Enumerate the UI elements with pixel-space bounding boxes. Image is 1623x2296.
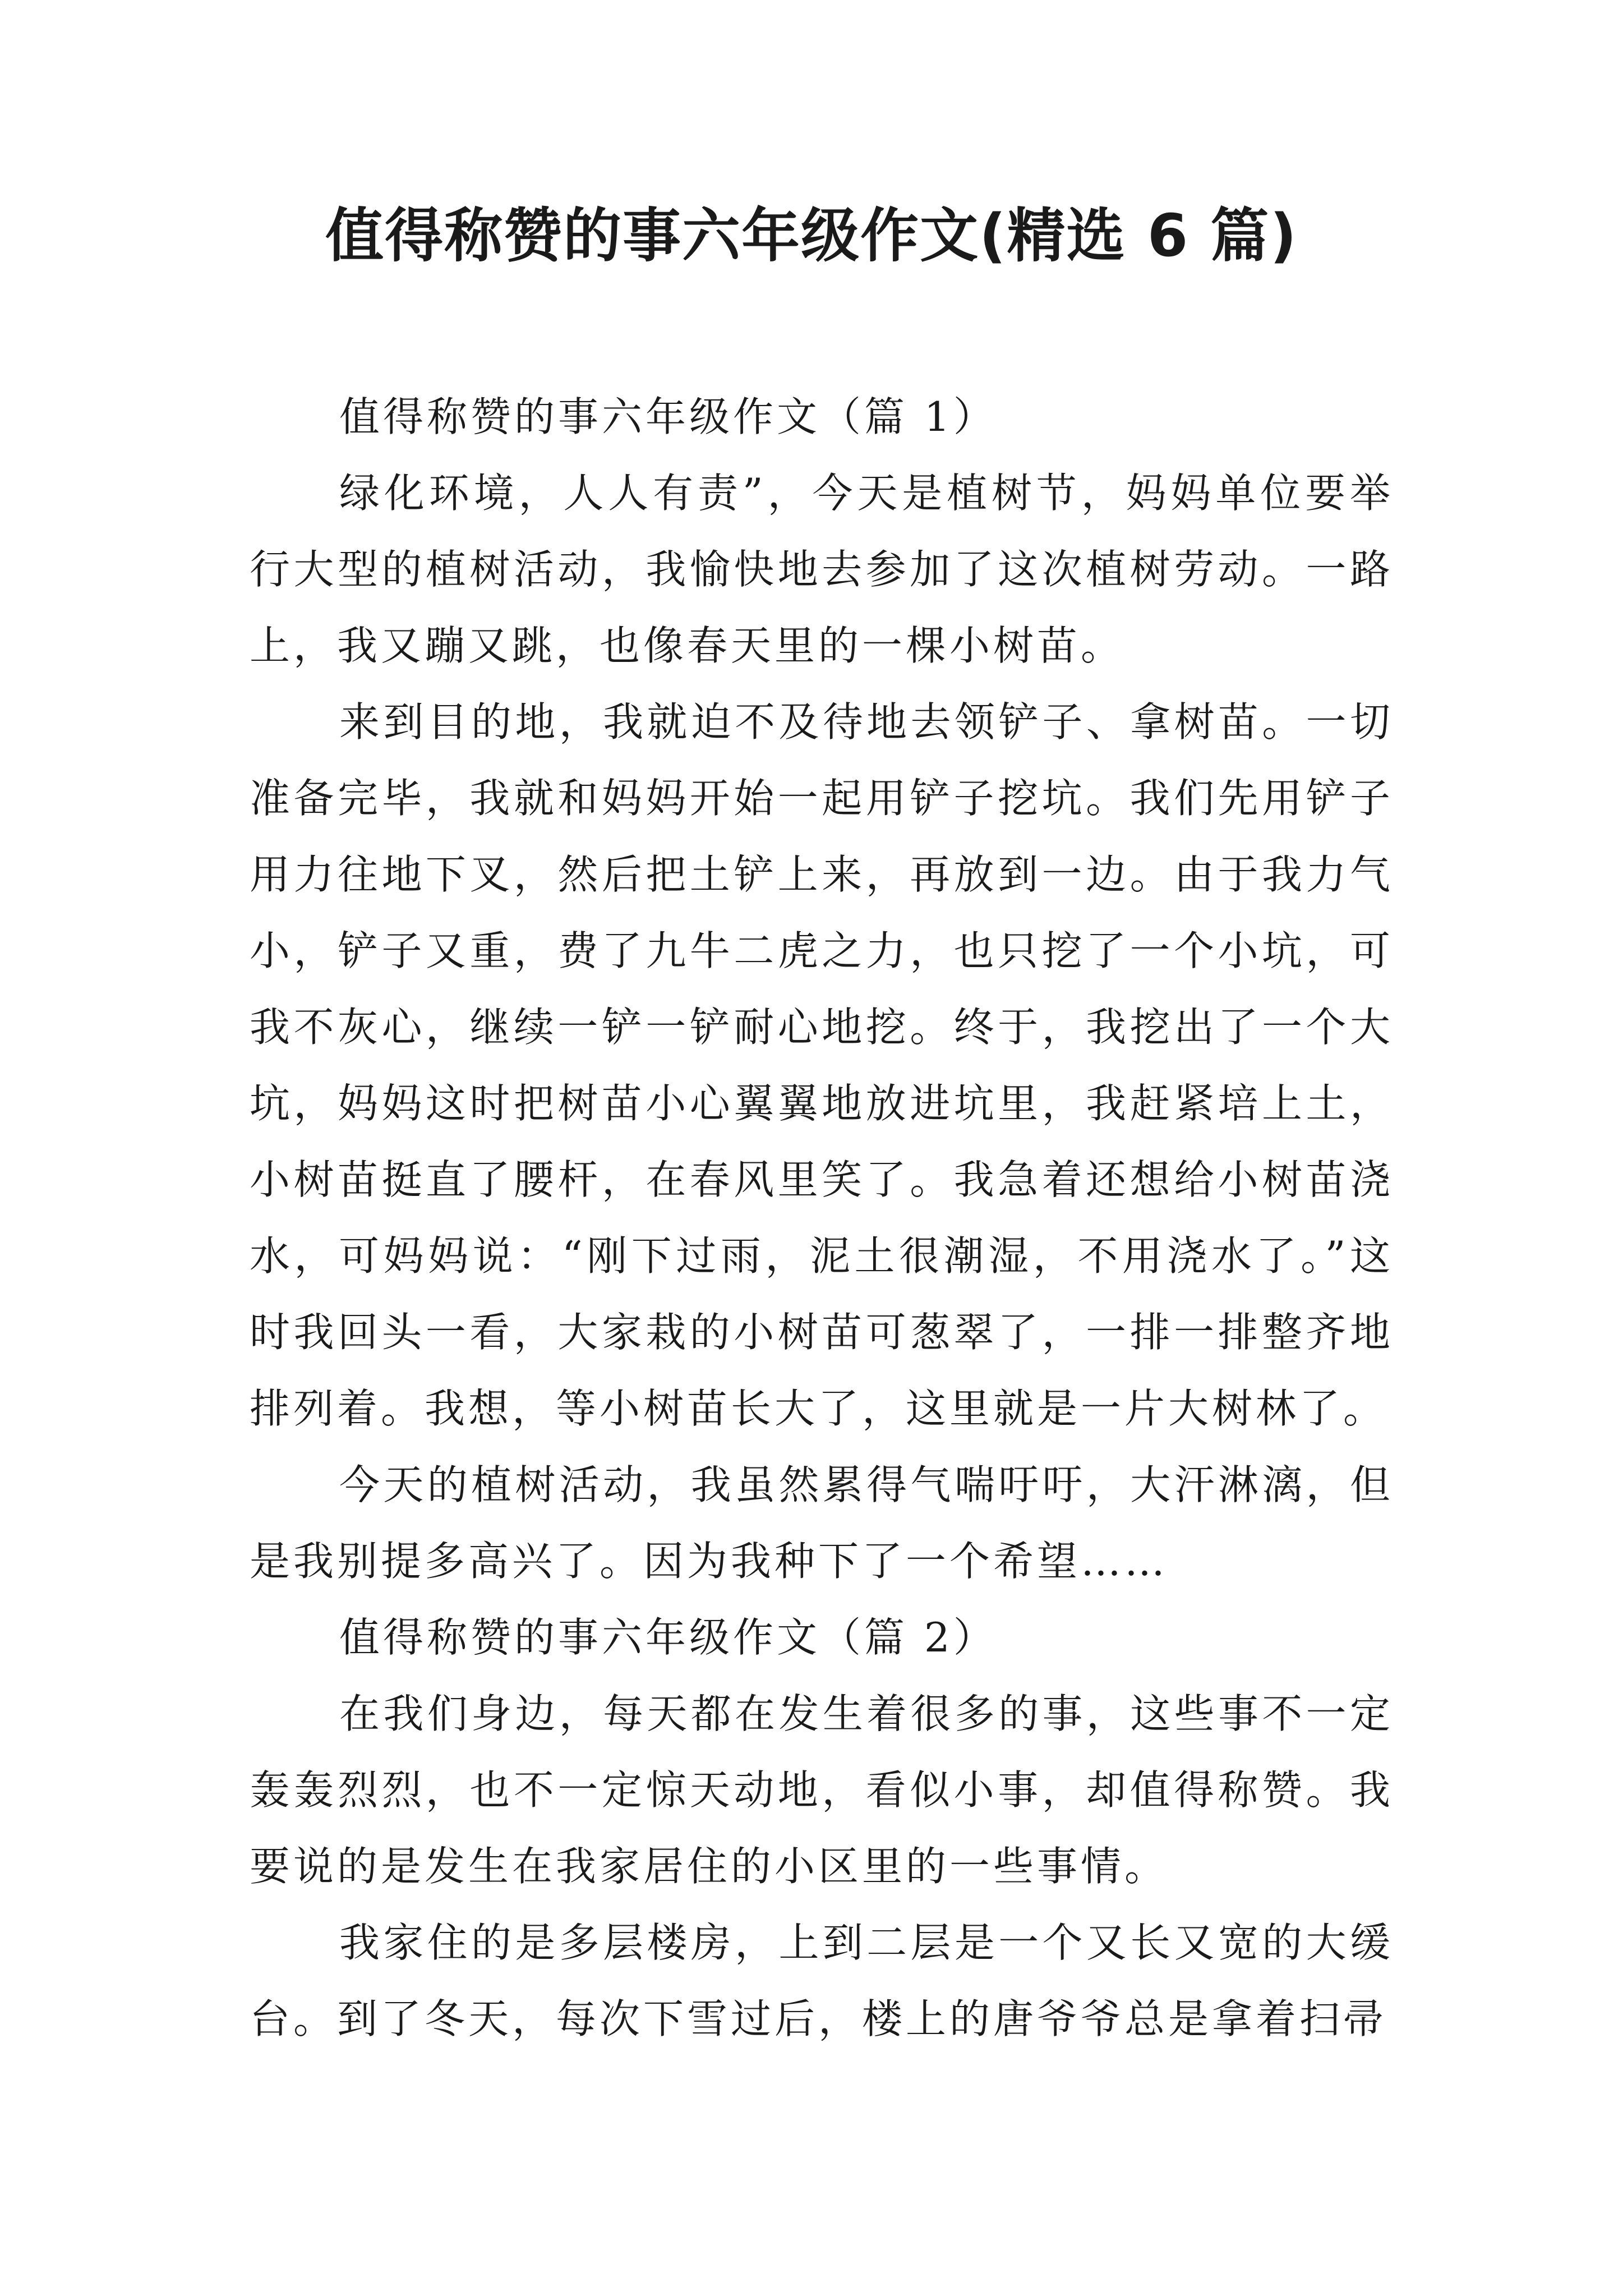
document-title: 值得称赞的事六年级作文(精选 6 篇)	[325, 201, 1298, 270]
paragraph: 绿化环境，人人有责”，今天是植树节，妈妈单位要举行大型的植树活动，我愉快地去参加了这次植树劳动。一路上，我又蹦又跳，也像春天里的一棵小树苗。	[250, 470, 1394, 669]
section-heading-2: 值得称赞的事六年级作文（篇 2）	[339, 1614, 997, 1661]
paragraph: 来到目的地，我就迫不及待地去领铲子、拿树苗。一切准备完毕，我就和妈妈开始一起用铲子挖坑。我们先用铲子用力往地下叉，然后把土铲上来，再放到一边。由于我力气小，铲子又重，费了九牛二虎之力，也只挖了一个小坑，可我不灰心，继续一铲一铲耐心地挖。终于，我挖出了一个大坑，妈妈这时把树苗小心翼翼地放进坑里，我赶紧培上土，小树苗挺直了腰杆，在春风里笑了。我急着还想给小树苗浇水，可妈妈说：“刚下过雨，泥土很潮湿，不用浇水了。”这时我回头一看，大家栽的小树苗可葱翠了，一排一排整齐地排列着。我想，等小树苗长大了，这里就是一片大树林了。	[250, 698, 1394, 1432]
paragraph: 在我们身边，每天都在发生着很多的事，这些事不一定轰轰烈烈，也不一定惊天动地，看似小事，却值得称赞。我要说的是发生在我家居住的小区里的一些事情。	[250, 1690, 1394, 1890]
section-heading-1: 值得称赞的事六年级作文（篇 1）	[339, 393, 997, 440]
paragraph: 我家住的是多层楼房，上到二层是一个又长又宽的大缓台。到了冬天，每次下雪过后，楼上的唐爷爷总是拿着扫帚	[250, 1919, 1394, 2042]
paragraph: 今天的植树活动，我虽然累得气喘吁吁，大汗淋漓，但是我别提多高兴了。因为我种下了一个希望……	[250, 1461, 1394, 1585]
document-body	[250, 379, 1394, 2057]
